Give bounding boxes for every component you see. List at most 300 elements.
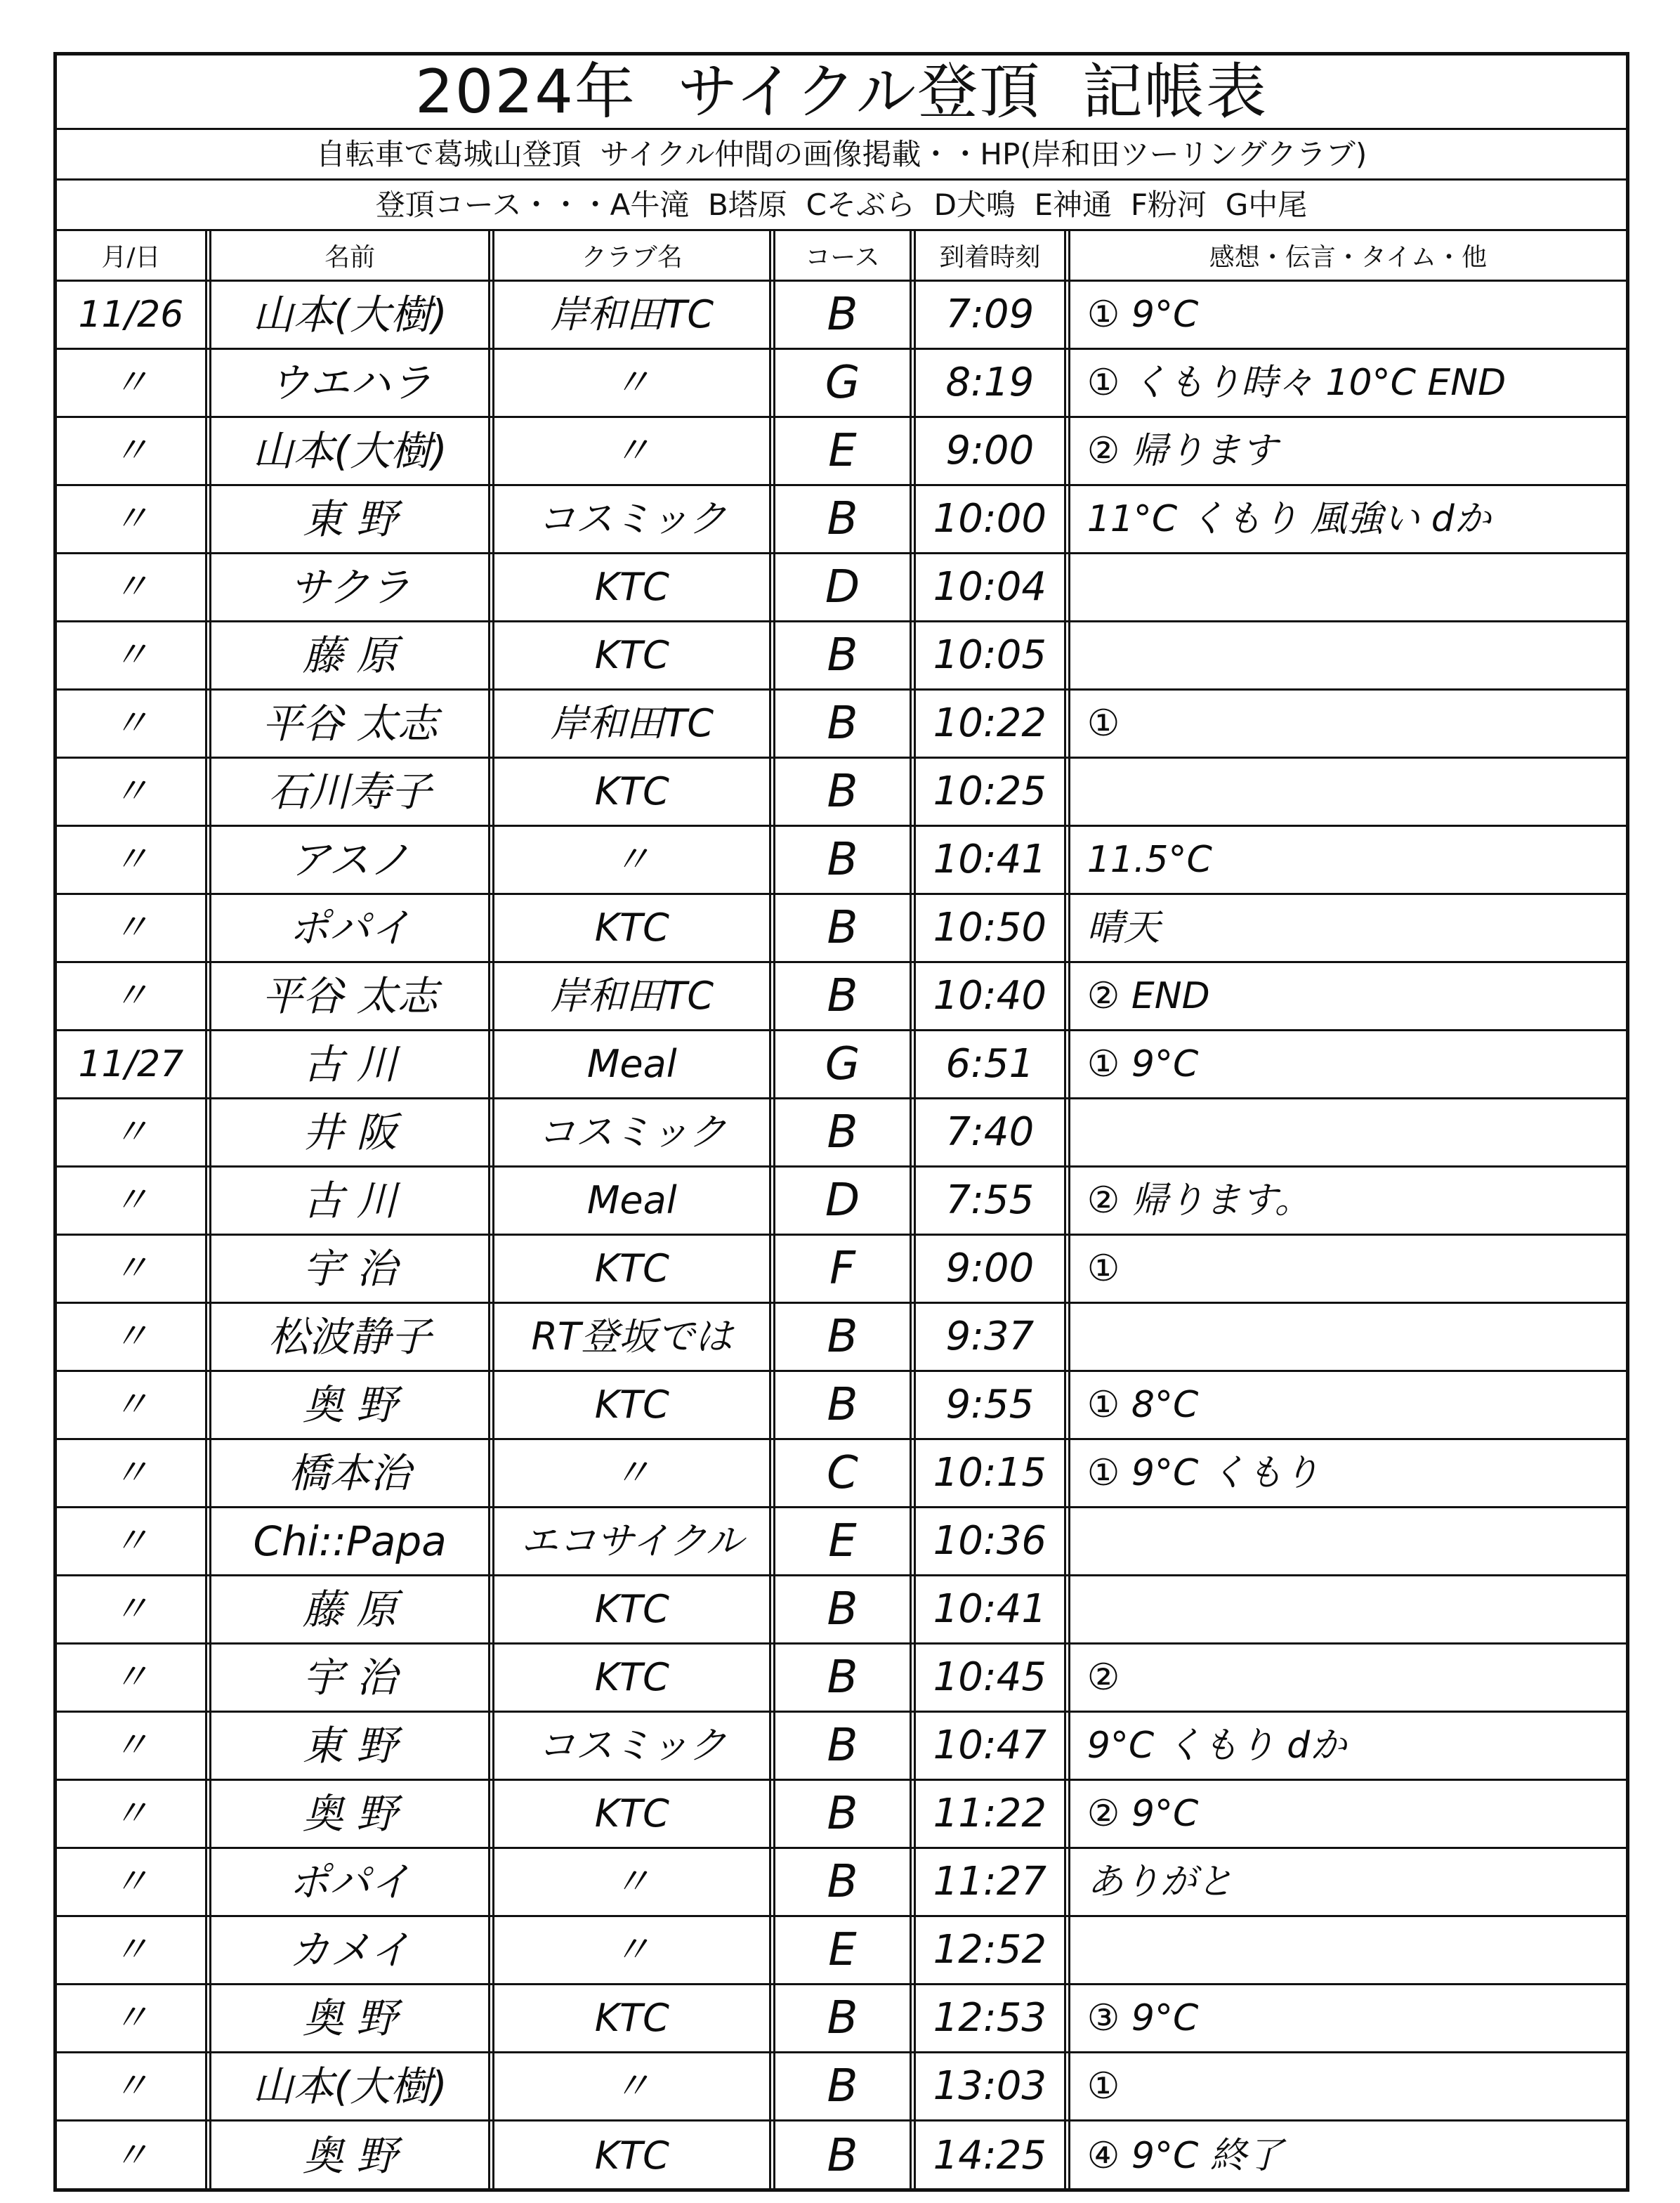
date-text: 〃 [112,430,150,472]
header-name: 名前 [211,231,495,280]
comment-text: ① [1087,2065,1120,2107]
course-cell [775,827,916,893]
date-cell [57,1576,211,1642]
time-text: 12:52 [933,1927,1047,1973]
comment-cell [1070,759,1626,825]
comment-text: ② 帰ります [1087,430,1278,472]
club-cell [494,1576,775,1642]
club-cell [494,554,775,620]
club-text: 岸和田TC [550,701,714,745]
date-text: 〃 [112,771,150,813]
name-cell [211,282,495,348]
course-text: B [827,970,858,1022]
club-text: Meal [586,1042,677,1086]
time-text: 10:04 [933,564,1047,610]
name-cell [211,1849,495,1915]
course-cell [775,1576,916,1642]
log-row [57,691,1626,759]
name-cell [211,759,495,825]
club-cell [494,1304,775,1370]
time-cell [916,1304,1070,1370]
comment-cell [1070,554,1626,620]
course-cell [775,282,916,348]
club-cell [494,1031,775,1097]
club-cell [494,282,775,348]
name-cell [211,2053,495,2119]
course-cell [775,1236,916,1302]
course-cell [775,622,916,688]
club-text: コスミック [537,497,727,541]
course-cell [775,1508,916,1574]
time-text: 10:47 [933,1722,1047,1768]
time-cell [916,622,1070,688]
name-cell [211,1713,495,1779]
club-cell [494,1168,775,1234]
comment-text: 11°C くもり 風強い dか [1087,498,1491,540]
date-cell [57,1508,211,1574]
name-text: 井 阪 [302,1109,398,1156]
time-text: 8:19 [945,360,1035,405]
club-text: 〃 [612,1859,651,1904]
date-text: 〃 [112,566,150,608]
course-cell [775,1645,916,1711]
date-cell [57,1645,211,1711]
name-text: カメイ [289,1926,411,1974]
club-cell [494,1645,775,1711]
time-text: 12:53 [933,1995,1047,2041]
comment-cell [1070,2122,1626,2190]
time-cell [916,963,1070,1029]
date-text: 〃 [112,2134,150,2177]
course-text: B [827,1311,858,1363]
course-cell [775,1304,916,1370]
name-text: アスノ [289,836,410,884]
date-text: 〃 [112,1793,150,1835]
course-text: E [828,1515,857,1567]
comment-cell [1070,1985,1626,2051]
club-text: 〃 [612,1928,651,1972]
date-cell [57,1781,211,1847]
time-text: 11:22 [933,1791,1047,1836]
course-cell [775,1917,916,1983]
name-cell [211,1985,495,2051]
course-text: B [827,1106,858,1158]
club-cell [494,1372,775,1438]
course-cell [775,1031,916,1097]
header-course: コース [775,231,916,280]
date-cell [57,486,211,552]
name-cell [211,1917,495,1983]
time-text: 10:40 [933,973,1047,1019]
name-text: 古 川 [302,1177,398,1224]
date-text: 〃 [112,1656,150,1699]
comment-cell [1070,1440,1626,1506]
course-text: B [827,1652,858,1704]
comment-text: ① 9°C [1087,294,1199,336]
log-row [57,1713,1626,1781]
time-cell [916,1031,1070,1097]
date-cell [57,1031,211,1097]
time-cell [916,1440,1070,1506]
club-text: KTC [594,1382,669,1427]
log-row [57,2122,1626,2190]
club-cell [494,1440,775,1506]
club-text: KTC [594,769,669,813]
log-table [57,231,1626,2190]
comment-text: ② 帰ります。 [1087,1179,1311,1222]
comment-text: ④ 9°C 終了 [1087,2134,1283,2177]
date-text: 〃 [112,1929,150,1971]
date-text: 〃 [112,1111,150,1153]
time-cell [916,282,1070,348]
name-text: 藤 原 [302,632,398,679]
comment-text: ② END [1087,975,1210,1017]
comment-cell [1070,1031,1626,1097]
name-cell [211,1576,495,1642]
club-text: 〃 [612,1451,651,1495]
comment-cell [1070,282,1626,348]
date-cell [57,622,211,688]
course-cell [775,418,916,484]
date-text: 〃 [112,1452,150,1494]
club-cell [494,486,775,552]
course-text: G [825,357,860,409]
log-row [57,486,1626,554]
date-cell [57,1917,211,1983]
club-text: Meal [586,1178,677,1222]
name-cell [211,1304,495,1370]
club-text: RT登坂では [531,1314,733,1359]
time-cell [916,554,1070,620]
club-text: KTC [594,2133,669,2178]
date-text: 〃 [112,1248,150,1290]
club-text: KTC [594,633,669,677]
log-row [57,350,1626,418]
club-text: KTC [594,1996,669,2040]
name-cell [211,1440,495,1506]
comment-cell [1070,1236,1626,1302]
name-cell [211,622,495,688]
date-text: 〃 [112,1861,150,1903]
course-text: B [827,1992,858,2044]
club-text: エコサイクル [520,1519,744,1563]
date-cell [57,1440,211,1506]
date-cell [57,418,211,484]
comment-cell [1070,1168,1626,1234]
log-row [57,1576,1626,1645]
name-cell [211,554,495,620]
date-text: 〃 [112,1520,150,1562]
log-row [57,1031,1626,1099]
club-cell [494,1236,775,1302]
name-cell [211,418,495,484]
comment-text: 晴天 [1087,907,1160,949]
club-text: 岸和田TC [550,974,714,1018]
comment-text: ② 9°C [1087,1793,1199,1835]
club-text: KTC [594,1246,669,1290]
time-text: 7:40 [945,1109,1035,1155]
course-cell [775,1781,916,1847]
course-text: E [828,1924,857,1976]
course-cell [775,1440,916,1506]
time-text: 10:41 [933,1586,1047,1632]
name-cell [211,1781,495,1847]
log-row [57,1985,1626,2053]
club-cell [494,1781,775,1847]
sheet-title: 2024年 サイクル登頂 記帳表 [57,55,1626,130]
date-cell [57,759,211,825]
comment-text: 11.5°C [1087,839,1212,881]
time-cell [916,1645,1070,1711]
log-row [57,759,1626,827]
time-cell [916,1985,1070,2051]
club-cell [494,1849,775,1915]
name-cell [211,827,495,893]
header-time: 到着時刻 [916,231,1070,280]
comment-cell [1070,1508,1626,1574]
date-text: 〃 [112,2065,150,2107]
course-cell [775,1372,916,1438]
time-text: 14:25 [933,2132,1047,2178]
date-cell [57,895,211,961]
course-text: B [827,698,858,750]
course-cell [775,486,916,552]
table-header [57,231,1626,282]
club-text: KTC [594,1587,669,1631]
comment-cell [1070,963,1626,1029]
date-cell [57,1236,211,1302]
course-text: D [825,561,860,613]
time-cell [916,1168,1070,1234]
club-text: コスミック [537,1110,727,1154]
course-text: B [827,1856,858,1908]
course-legend: 登頂コース・・・A牛滝 B塔原 Cそぶら D犬鳴 E神通 F粉河 G中尾 [57,181,1626,231]
log-row [57,2053,1626,2122]
comment-cell [1070,1849,1626,1915]
date-text: 〃 [112,975,150,1017]
log-row [57,1440,1626,1508]
club-text: KTC [594,906,669,950]
course-cell [775,2053,916,2119]
date-cell [57,350,211,416]
comment-cell [1070,1372,1626,1438]
log-row [57,418,1626,486]
date-cell [57,963,211,1029]
course-cell [775,691,916,757]
log-row [57,963,1626,1031]
name-text: Chi::Papa [253,1517,447,1565]
time-cell [916,1099,1070,1165]
time-cell [916,2053,1070,2119]
name-cell [211,1645,495,1711]
date-cell [57,2053,211,2119]
date-cell [57,1099,211,1165]
time-text: 9:00 [945,428,1035,473]
date-cell [57,1713,211,1779]
course-text: B [827,1379,858,1431]
date-cell [57,2122,211,2190]
time-text: 7:55 [945,1177,1035,1223]
date-cell [57,1849,211,1915]
name-cell [211,1031,495,1097]
date-cell [57,554,211,620]
name-text: 宇 治 [302,1245,398,1293]
date-cell [57,1304,211,1370]
club-text: KTC [594,565,669,609]
date-text: 〃 [112,839,150,881]
club-cell [494,759,775,825]
log-row [57,1304,1626,1372]
course-text: B [827,902,858,954]
name-text: 東 野 [302,1722,398,1770]
course-cell [775,1849,916,1915]
name-text: 平谷 太志 [261,972,438,1020]
club-text: 〃 [612,2064,651,2108]
time-text: 10:15 [933,1450,1047,1496]
name-text: 奥 野 [302,1994,398,2042]
comment-text: ③ 9°C [1087,1997,1199,2039]
date-text: 〃 [112,1725,150,1767]
comment-cell [1070,418,1626,484]
name-cell [211,691,495,757]
club-cell [494,1508,775,1574]
comment-text: ① 8°C [1087,1384,1199,1426]
course-text: B [827,1720,858,1772]
course-cell [775,2122,916,2190]
time-text: 6:51 [945,1041,1035,1087]
comment-text: ① 9°C くもり [1087,1452,1320,1494]
name-cell [211,1372,495,1438]
log-row [57,1917,1626,1985]
club-cell [494,1985,775,2051]
name-text: 山本(大樹) [252,2063,447,2110]
time-cell [916,1236,1070,1302]
date-cell [57,827,211,893]
time-cell [916,827,1070,893]
name-text: 奥 野 [302,1381,398,1429]
course-text: B [827,1583,858,1635]
log-row [57,554,1626,622]
course-cell [775,1985,916,2051]
name-text: ポパイ [289,904,412,952]
time-cell [916,418,1070,484]
course-text: B [827,289,858,341]
name-text: 宇 治 [302,1654,398,1701]
time-cell [916,1576,1070,1642]
club-cell [494,691,775,757]
name-text: 奥 野 [302,2131,398,2180]
name-cell [211,2122,495,2190]
club-cell [494,1917,775,1983]
club-cell [494,1099,775,1165]
course-text: B [827,2060,858,2112]
name-cell [211,1168,495,1234]
comment-cell [1070,622,1626,688]
time-text: 10:41 [933,837,1047,882]
time-text: 9:37 [945,1314,1035,1359]
course-cell [775,1168,916,1234]
header-comment: 感想・伝言・タイム・他 [1209,243,1488,272]
date-text: 〃 [112,907,150,949]
comment-cell [1070,2053,1626,2119]
log-row [57,282,1626,350]
comment-cell [1070,1713,1626,1779]
header-club: クラブ名 [494,231,775,280]
date-cell [57,691,211,757]
date-text: 〃 [112,362,150,404]
time-text: 10:45 [933,1654,1047,1700]
log-row [57,1099,1626,1168]
name-cell [211,486,495,552]
time-text: 7:09 [945,292,1035,337]
date-cell [57,1372,211,1438]
date-text: 〃 [112,1316,150,1358]
comment-text: ① [1087,702,1120,745]
course-text: C [827,1447,858,1499]
time-cell [916,350,1070,416]
time-text: 10:00 [933,496,1047,542]
name-text: 古 川 [302,1040,398,1088]
comment-text: 9°C くもり dか [1087,1725,1347,1767]
log-row [57,1508,1626,1576]
club-cell [494,2053,775,2119]
course-cell [775,350,916,416]
log-row [57,622,1626,691]
course-cell [775,1713,916,1779]
course-text: G [825,1038,860,1090]
time-text: 13:03 [933,2063,1047,2109]
date-text: 〃 [112,498,150,540]
comment-cell [1070,1576,1626,1642]
name-cell [211,895,495,961]
date-text: 〃 [112,1384,150,1426]
time-cell [916,1713,1070,1779]
comment-cell [1070,691,1626,757]
course-text: B [827,493,858,545]
course-text: B [827,766,858,818]
logbook-sheet [53,52,1629,2192]
time-text: 9:00 [945,1246,1035,1291]
name-text: 奥 野 [302,1790,398,1838]
comment-cell [1070,1781,1626,1847]
date-text: 〃 [112,702,150,745]
comment-cell [1070,895,1626,961]
club-cell [494,827,775,893]
course-text: D [825,1175,860,1227]
club-cell [494,1713,775,1779]
course-text: B [827,2129,858,2182]
sheet-subtitle: 自転車で葛城山登頂 サイクル仲間の画像掲載・・HP(岸和田ツーリングクラブ) [57,130,1626,181]
time-cell [916,691,1070,757]
course-text: B [827,834,858,886]
time-text: 10:25 [933,769,1047,814]
time-cell [916,1917,1070,1983]
log-row [57,1849,1626,1917]
course-text: E [828,425,857,477]
name-text: 平谷 太志 [261,700,438,747]
course-cell [775,759,916,825]
course-text: F [829,1243,855,1295]
log-row [57,1781,1626,1849]
name-text: 石川寿子 [268,768,432,816]
comment-cell [1070,350,1626,416]
time-cell [916,2122,1070,2190]
club-text: 〃 [612,837,651,882]
log-row [57,895,1626,963]
club-text: 〃 [612,360,651,405]
time-cell [916,486,1070,552]
time-cell [916,1849,1070,1915]
